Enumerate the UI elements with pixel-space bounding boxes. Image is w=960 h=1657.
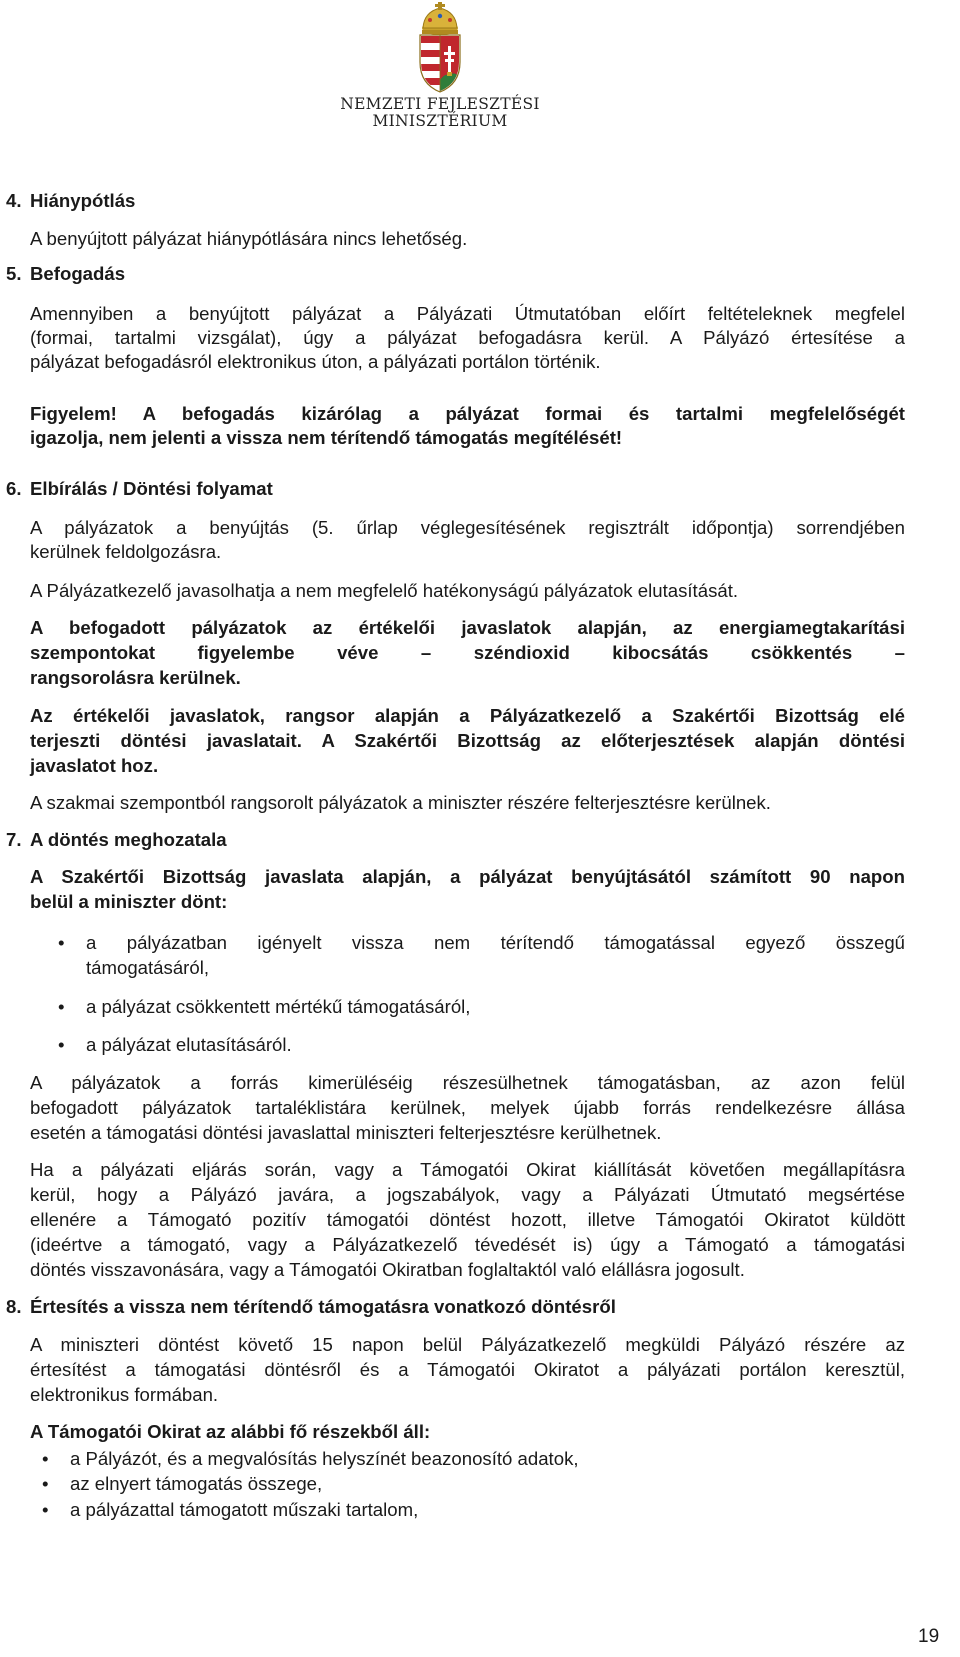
bullet-icon: • (58, 932, 65, 953)
section-7-list-item: a pályázat csökkentett mértékű támogatásáról, (86, 996, 471, 1017)
section-5-paragraph-1-line: Amennyiben a benyújtott pályázat a Pályázati Útmutatóban előírt feltételeknek megfelel (30, 303, 905, 324)
section-8-list-item: a Pályázót, és a megvalósítás helyszínét beazonosító adatok, (70, 1448, 579, 1469)
page-number: 19 (918, 1626, 940, 1647)
section-7-title: A döntés meghozatala (30, 829, 227, 850)
section-7-paragraph-3-line: döntés visszavonására, vagy a Támogatói Okiratban foglaltaktól való elállásra jogosult. (30, 1259, 745, 1280)
section-8-paragraph-1-line: elektronikus formában. (30, 1384, 219, 1405)
bullet-icon: • (58, 1034, 65, 1055)
bullet-icon: • (42, 1499, 49, 1520)
section-6-title: Elbírálás / Döntési folyamat (30, 478, 273, 499)
section-8-paragraph-1-line: A miniszteri döntést követő 15 napon belül Pályázatkezelő megküldi Pályázó részére az (30, 1334, 905, 1355)
document-header (0, 0, 960, 140)
section-8-title: Értesítés a vissza nem térítendő támogatásra vonatkozó döntésről (30, 1296, 616, 1317)
section-5-warning-line: Figyelem! A befogadás kizárólag a pályázat formai és tartalmi megfelelőségét (30, 403, 905, 424)
section-8-paragraph-1-line: értesítést a támogatási döntésről és a Támogatói Okiratot a pályázati portálon keresztül, (30, 1359, 905, 1380)
section-7-paragraph-1-line: belül a miniszter dönt: (30, 891, 228, 912)
ministry-name-line1: NEMZETI FEJLESZTÉSI (340, 95, 540, 113)
section-7-number: 7. (6, 829, 22, 850)
section-8-list-item: az elnyert támogatás összege, (70, 1473, 323, 1494)
bullet-icon: • (58, 996, 65, 1017)
section-6-paragraph-5: A szakmai szempontból rangsorolt pályázatok a miniszter részére felterjesztésre kerülnek. (30, 792, 771, 813)
section-6-paragraph-3-line: szempontokat figyelembe véve – széndioxid kibocsátás csökkentés – (30, 642, 905, 663)
section-6-number: 6. (6, 478, 22, 499)
ministry-name-line2: MINISZTÉRIUM (372, 112, 508, 130)
section-4-text: A benyújtott pályázat hiánypótlására nincs lehetőség. (30, 228, 468, 249)
section-7-list-item-continuation: támogatásáról, (86, 957, 209, 978)
section-8-paragraph-2: A Támogatói Okirat az alábbi fő részekből áll: (30, 1421, 431, 1442)
section-8-list-item: a pályázattal támogatott műszaki tartalom, (70, 1499, 419, 1520)
section-7-paragraph-3-line: Ha a pályázati eljárás során, vagy a Támogatói Okirat kiállítását követően megállapításra (30, 1159, 905, 1180)
section-7-paragraph-2-line: befogadott pályázatok tartaléklistára kerülnek, melyek újabb forrás rendelkezésre állása (30, 1097, 905, 1118)
section-6-paragraph-3-line: A befogadott pályázatok az értékelői javaslatok alapján, az energiamegtakarítási (30, 617, 905, 638)
section-4-title: Hiánypótlás (30, 190, 136, 211)
section-6-paragraph-4-line: Az értékelői javaslatok, rangsor alapján a Pályázatkezelő a Szakértői Bizottság elé (30, 705, 905, 726)
section-7-paragraph-2-line: A pályázatok a forrás kimerüléséig részesülhetnek támogatásban, az azon felül (30, 1072, 905, 1093)
section-6-paragraph-4-line: terjeszti döntési javaslatait. A Szakértői Bizottság az előterjesztések alapján döntési (30, 730, 905, 751)
section-5-paragraph-1-line: (formai, tartalmi vizsgálat), úgy a pályázat befogadásra kerül. A Pályázó értesítése a (30, 327, 905, 348)
bullet-icon: • (42, 1473, 49, 1494)
bullet-icon: • (42, 1448, 49, 1469)
section-7-paragraph-2-line: esetén a támogatási döntési javaslattal miniszteri felterjesztésre kerülhetnek. (30, 1122, 662, 1143)
section-5-title: Befogadás (30, 263, 126, 284)
section-7-paragraph-1-line: A Szakértői Bizottság javaslata alapján, a pályázat benyújtásától számított 90 napon (30, 866, 905, 887)
section-7-list-item: a pályázatban igényelt vissza nem térítendő támogatással egyező összegű (86, 932, 905, 953)
section-7-paragraph-3-line: (ideértve a támogató, vagy a Pályázatkezelő tévedését is) úgy a Támogató a támogatási (30, 1234, 905, 1255)
hungarian-coat-of-arms-icon (416, 2, 464, 94)
section-5-warning-line: igazolja, nem jelenti a vissza nem térítendő támogatás megítélését! (30, 427, 623, 448)
section-6-paragraph-4-line: javaslatot hoz. (30, 755, 159, 776)
section-7-paragraph-3-line: kerül, hogy a Pályázó javára, a jogszabályok, vagy a Pályázati Útmutató megsértése (30, 1184, 905, 1205)
section-7-list-item: a pályázat elutasításáról. (86, 1034, 292, 1055)
ministry-name (330, 96, 550, 130)
section-5-paragraph-1-line: pályázat befogadásról elektronikus úton, a pályázati portálon történik. (30, 351, 601, 372)
section-6-paragraph-1-line: A pályázatok a benyújtás (5. űrlap véglegesítésének regisztrált időpontja) sorrendjében (30, 517, 905, 538)
section-5-number: 5. (6, 263, 22, 284)
section-6-paragraph-3-line: rangsorolásra kerülnek. (30, 667, 241, 688)
section-7-paragraph-3-line: ellenére a Támogató pozitív támogatói döntést hozott, illetve Támogatói Okiratot küldött (30, 1209, 905, 1230)
section-6-paragraph-1-line: kerülnek feldolgozásra. (30, 541, 222, 562)
section-4-number: 4. (6, 190, 22, 211)
section-8-number: 8. (6, 1296, 22, 1317)
section-6-paragraph-2: A Pályázatkezelő javasolhatja a nem megfelelő hatékonyságú pályázatok elutasítását. (30, 580, 739, 601)
